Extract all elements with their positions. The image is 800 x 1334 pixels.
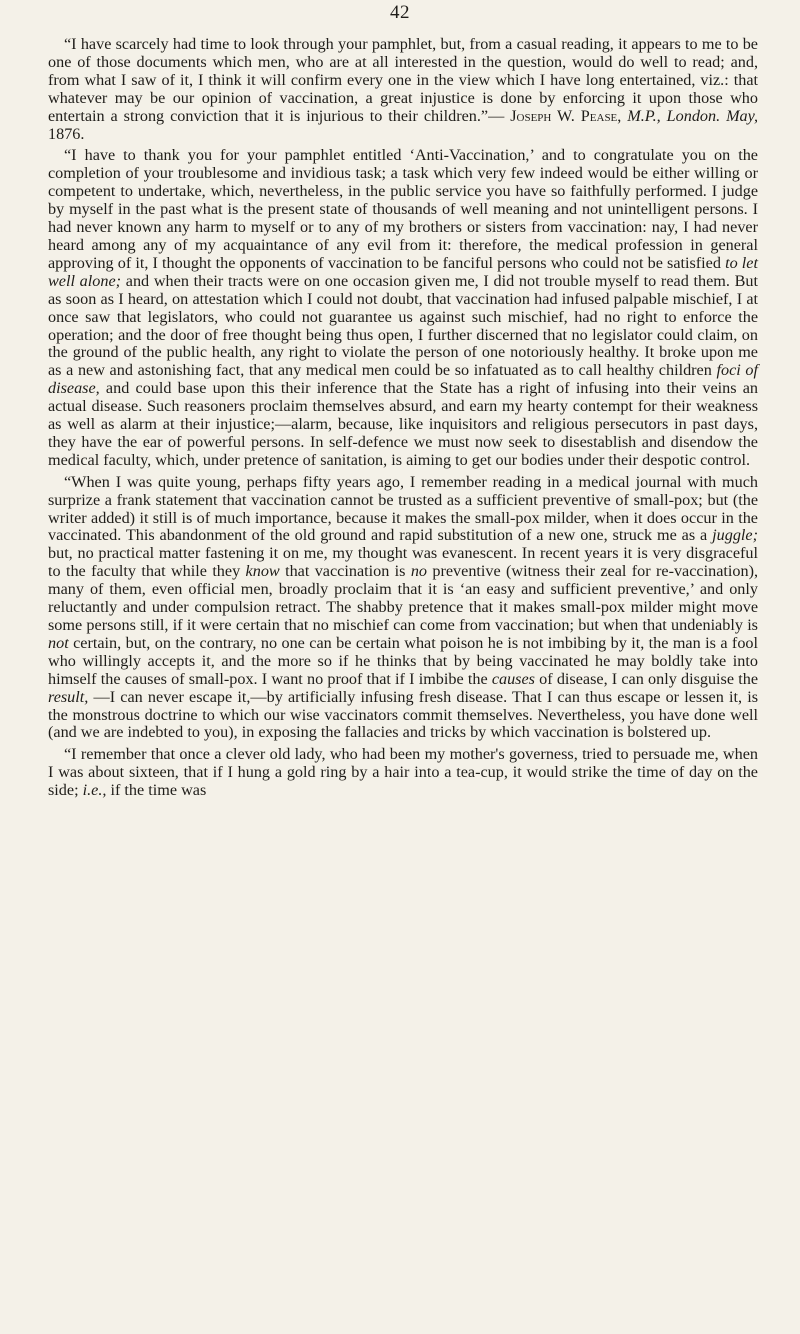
thanks-emphasis-let-well-alone: to let well alone; xyxy=(48,253,758,290)
journal-text-e: certain, but, on the contrary, no one can be certain what poison he is not imbibing by it, the man is a fool who willingly accepts it, and the more so if he thinks that by being vaccinated he may boldly take into himself the causes of small-pox. I want no proof that if I imbibe the xyxy=(48,633,759,688)
pease-letter-paragraph xyxy=(48,36,758,143)
thanks-text-c: and could base upon this their inference that the State has a right of infusing into their veins an actual disease. Such reasoners proclaim themselves absurd, and earn my hearty contempt for their weakness as well as alarm at their injustice;—alarm, because, like inquisitors and religious persecutors in past days, they have the ear of powerful persons. In self-defence we must now seek to disestablish and disendow the medical faculty, which, under pretence of sanitation, is aiming to get our bodies under their despotic control. xyxy=(48,379,759,469)
pease-year: 1876. xyxy=(48,124,85,143)
journal-emphasis-not: not xyxy=(48,633,69,652)
journal-text-d: preventive (witness their zeal for re-vaccination), many of them, even official men, broadly proclaim that it is ‘an easy and sufficient preventive,’ and only reluctantly and under compulsion retract. The shabby pretence that it makes small-pox milder might move some persons still, if it were certain that no mischief can come from vaccination; but when that undeniably is xyxy=(48,562,759,634)
journal-emphasis-juggle: juggle; xyxy=(712,526,759,545)
journal-emphasis-causes: causes xyxy=(491,669,535,688)
governess-emphasis-ie: i.e., xyxy=(82,781,107,800)
thanks-text-b: and when their tracts were on one occasion given me, I did not trouble myself to read them. But as soon as I heard, on attestation which I could not doubt, that vaccination had infused palpable mischief, I at once saw that legislators, who could not guarantee us against such mischief, had no right to enforce the operation; and the door of free thought being thus open, I further discerned that no legislator could claim, on the ground of the public health, any right to violate the person of one notoriously healthy. It broke upon me as a new and astonishing fact, that any medical men could be so infatuated as to call healthy children xyxy=(48,271,759,380)
pease-author: Joseph W. Pease, xyxy=(510,106,622,125)
thanks-text-a: “I have to thank you for your pamphlet entitled ‘Anti-Vaccination,’ and to congratulate you on the completion of your troublesome and invidious task; a task which very few indeed would be either willing or competent to undertake, which, nevertheless, in the public service you have so faithfully performed. I judge by myself in the past what is the present state of thousands of well meaning and not unintelligent persons. I had never known any harm to myself or to any of my brothers or sisters from vaccination: nay, I had never heard among any of my acquaintance of any evil from it: therefore, the medical profession in general approving of it, I thought the opponents of vaccination to be fanciful persons who could not be satisfied xyxy=(48,146,758,272)
journal-text-b: but, no practical matter fastening it on me, my thought was evanescent. In recent years it is very disgraceful to the faculty that while they xyxy=(48,544,758,581)
medical-journal-paragraph xyxy=(48,474,758,743)
governess-text-a: “I remember that once a clever old lady, who had been my mother's governess, tried to persuade me, when I was about sixteen, that if I hung a gold ring by a hair into a tea-cup, it would strike the time of day on the side; xyxy=(48,745,758,800)
thanks-emphasis-foci-of-disease: foci of disease, xyxy=(48,361,759,398)
page-number: 42 xyxy=(390,2,410,23)
pamphlet-thanks-paragraph xyxy=(48,147,758,469)
journal-text-c: that vaccination is xyxy=(285,562,406,581)
pease-quote: “I have scarcely had time to look through your pamphlet, but, from a casual reading, it appears to me to be one of those documents which men, who are at all interested in the question, would do well to read; and, from what I saw of it, I think it will confirm every one in the view which I have long entertained, viz.: that whatever may be our opinion of vaccination, a great injustice is done by enforcing it upon those who entertain a strong conviction that it is injurious to their children.”— xyxy=(48,35,758,125)
governess-paragraph xyxy=(48,746,758,800)
journal-emphasis-no: no xyxy=(410,562,428,581)
journal-text-f: of disease, I can only disguise the xyxy=(539,669,758,688)
journal-text-g: —I can never escape it,—by artificially infusing fresh disease. That I can thus escape or lessen it, is the monstrous doctrine to which our wise vaccinators commit themselves. Nevertheless, you have done well (and we are indebted to you), in exposing the fallacies and tricks by which vaccination is bolstered up. xyxy=(48,687,759,742)
pease-affiliation: M.P., London. May, xyxy=(627,106,758,125)
page-body xyxy=(48,36,758,804)
journal-text-a: “When I was quite young, perhaps fifty years ago, I remember reading in a medical journal with much surprize a frank statement that vaccination cannot be trusted as a sufficient preventive of small-pox; but (the writer added) it still is of much importance, because it makes the small-pox milder, when it does occur in the vaccinated. This abandonment of the old ground and rapid substitution of a new one, struck me as a xyxy=(48,472,758,545)
journal-emphasis-result: result, xyxy=(48,687,89,706)
governess-text-b: if the time was xyxy=(110,781,207,800)
journal-emphasis-know: know xyxy=(245,562,280,581)
